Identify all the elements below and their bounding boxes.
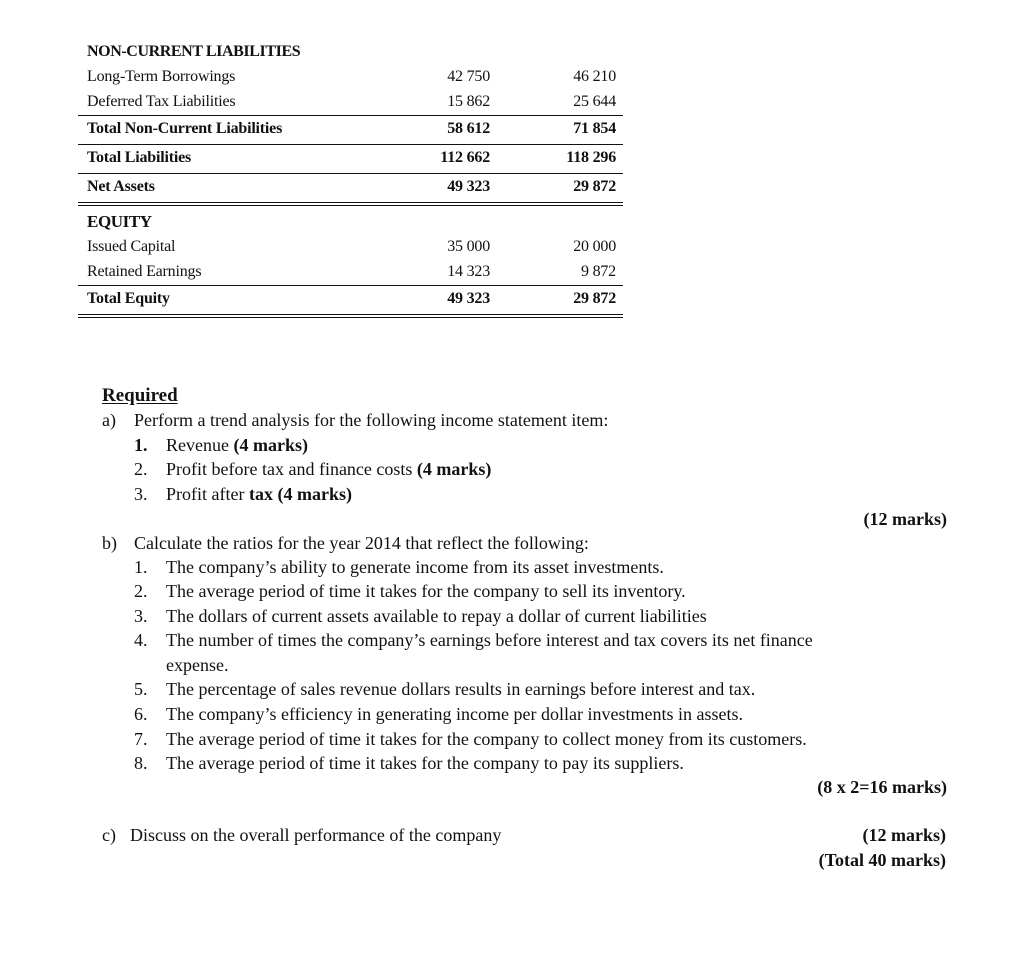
required-heading: Required: [102, 385, 178, 406]
part-a-item-number: 2.: [134, 459, 148, 479]
part-b-item: The company’s ability to generate income from its asset investments.: [166, 557, 664, 577]
part-b-item-number: 1.: [134, 557, 148, 577]
part-c-text: Discuss on the overall performance of the company: [130, 825, 502, 845]
item-text: Revenue: [166, 435, 234, 455]
ncl-heading: NON-CURRENT LIABILITIES: [87, 43, 301, 60]
part-b-item-continuation: expense.: [166, 655, 229, 675]
grand-total-marks: (Total 40 marks): [818, 850, 946, 870]
value-year-1: 49 323: [447, 178, 490, 195]
value-year-2: 46 210: [573, 68, 616, 85]
item-text: Profit after: [166, 484, 249, 504]
row-label: Total Non-Current Liabilities: [87, 120, 283, 137]
part-b-marker: b): [102, 533, 117, 553]
part-b-item-number: 5.: [134, 679, 148, 699]
part-b-text: Calculate the ratios for the year 2014 that reflect the following:: [134, 533, 589, 553]
part-b-item: The company’s efficiency in generating income per dollar investments in assets.: [166, 704, 743, 724]
part-b-item-number: 6.: [134, 704, 148, 724]
item-marks: (4 marks): [416, 459, 492, 479]
part-b-item-number: 2.: [134, 581, 148, 601]
item-text: Profit before tax and finance costs: [166, 459, 417, 479]
row-label: Total Liabilities: [87, 149, 192, 166]
part-a-item: [166, 484, 352, 505]
value-year-1: 112 662: [440, 149, 490, 166]
part-b-item: The percentage of sales revenue dollars results in earnings before interest and tax.: [166, 679, 756, 699]
part-b-item-number: 7.: [134, 729, 148, 749]
part-a-item-number: 1.: [134, 435, 148, 455]
value-year-1: 49 323: [447, 290, 490, 307]
part-a-total-marks: (12 marks): [863, 509, 947, 529]
part-a-item: [166, 435, 308, 456]
value-year-1: 58 612: [447, 120, 490, 137]
part-a-item-number: 3.: [134, 484, 148, 504]
part-b-item-number: 3.: [134, 606, 148, 626]
value-year-2: 29 872: [573, 290, 616, 307]
value-year-2: 29 872: [573, 178, 616, 195]
value-year-2: 118 296: [566, 149, 616, 166]
part-b-item: The number of times the company’s earnings before interest and tax covers its net finance: [166, 630, 813, 650]
value-year-2: 9 872: [580, 263, 616, 280]
value-year-2: 71 854: [573, 120, 616, 137]
value-year-1: 35 000: [447, 238, 490, 255]
part-b-item: The average period of time it takes for the company to pay its suppliers.: [166, 753, 684, 773]
value-year-2: 20 000: [573, 238, 616, 255]
value-year-1: 14 323: [447, 263, 490, 280]
part-b-item-number: 4.: [134, 630, 148, 650]
row-label: Long-Term Borrowings: [87, 68, 236, 85]
item-marks: tax (4 marks): [248, 484, 352, 504]
part-a-item: [166, 459, 491, 480]
row-label: Deferred Tax Liabilities: [87, 93, 236, 110]
part-b-item: The dollars of current assets available to repay a dollar of current liabilities: [166, 606, 707, 626]
part-c-marks: (12 marks): [862, 825, 946, 845]
part-c-marker: c): [102, 825, 116, 845]
part-a-text: Perform a trend analysis for the following income statement item:: [134, 410, 609, 430]
row-label: Retained Earnings: [87, 263, 202, 280]
value-year-1: 42 750: [447, 68, 490, 85]
item-marks: (4 marks): [233, 435, 308, 455]
row-label: Total Equity: [87, 290, 170, 307]
part-b-item-number: 8.: [134, 753, 148, 773]
value-year-2: 25 644: [573, 93, 616, 110]
equity-heading: EQUITY: [87, 212, 152, 231]
row-label: Net Assets: [87, 178, 155, 195]
row-label: Issued Capital: [87, 238, 176, 255]
part-b-total-marks: (8 x 2=16 marks): [817, 777, 947, 797]
part-b-item: The average period of time it takes for the company to sell its inventory.: [166, 581, 686, 601]
part-a-marker: a): [102, 410, 116, 430]
value-year-1: 15 862: [447, 93, 490, 110]
part-b-item: The average period of time it takes for the company to collect money from its customers.: [166, 729, 807, 749]
